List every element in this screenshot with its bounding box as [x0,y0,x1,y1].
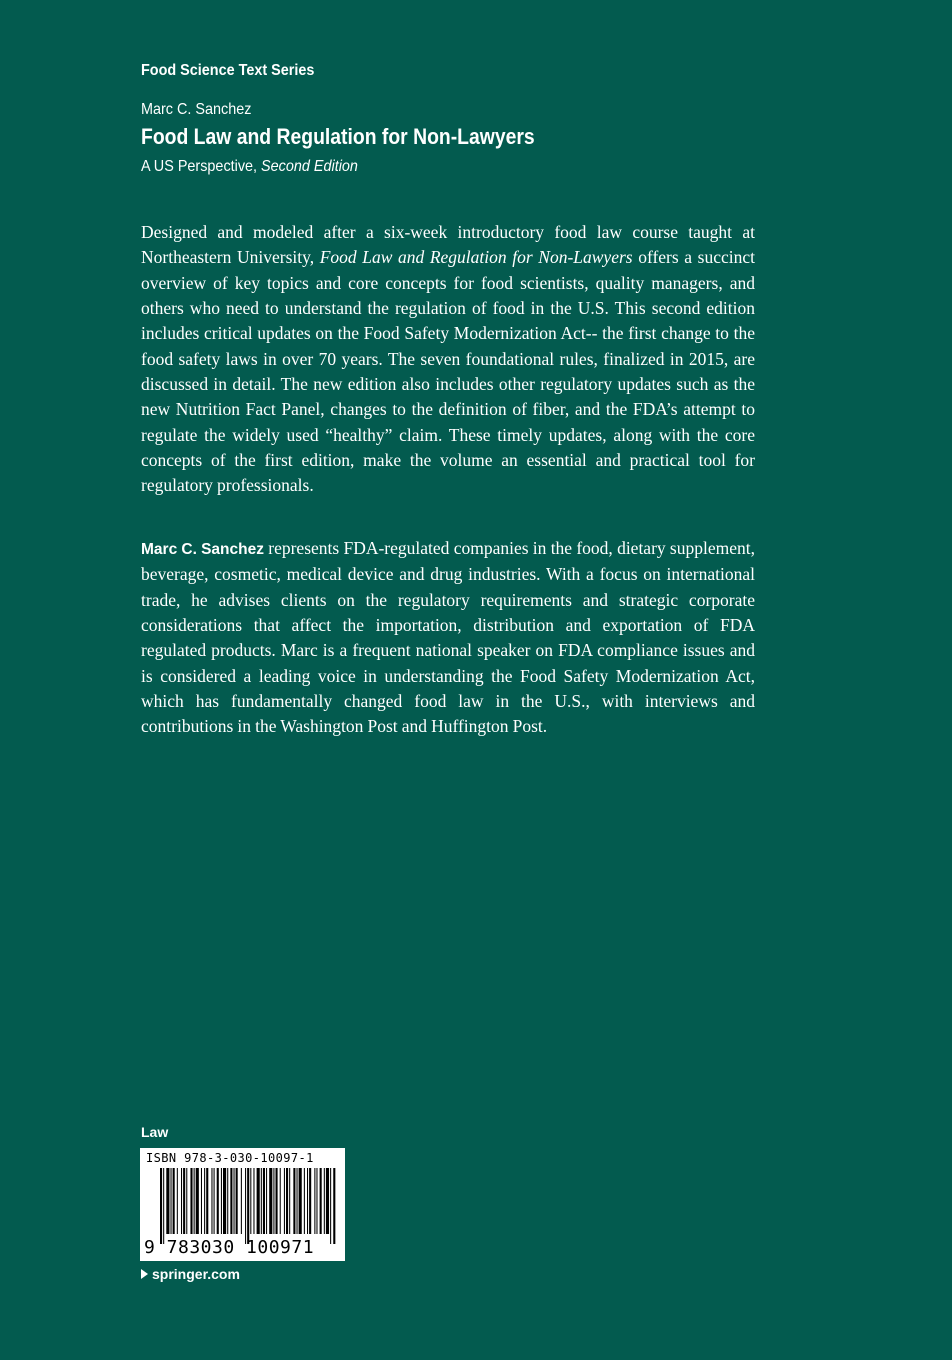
barcode-bar [293,1168,295,1234]
barcode-bar [171,1168,172,1234]
barcode-bar [309,1168,311,1234]
barcode-bar [250,1168,251,1234]
barcode-bar [324,1168,325,1234]
barcode-bar [253,1168,254,1234]
barcode-bar [286,1168,288,1234]
barcode-bar [217,1168,219,1234]
barcode-bar [263,1168,265,1234]
barcode-bar [241,1168,242,1234]
category-label: Law [141,1124,169,1140]
barcode-bar [230,1168,232,1234]
description-book-title: Food Law and Regulation for Non-Lawyers [319,247,633,268]
isbn-barcode [140,1148,345,1261]
barcode-bar [186,1168,187,1234]
barcode-bar [214,1168,215,1234]
barcode-bar [320,1168,322,1234]
barcode-bar [236,1168,238,1234]
barcode-bar [211,1168,212,1234]
barcode-bar [227,1168,228,1234]
book-subtitle [141,158,358,176]
barcode-bar [269,1168,272,1234]
barcode-bar [177,1168,178,1234]
barcode-bar [196,1168,199,1234]
barcode-bar [316,1168,317,1234]
barcode-bar [257,1168,260,1234]
barcode-bar [261,1168,262,1234]
barcode-bar [181,1168,182,1234]
barcode-bar [304,1168,305,1234]
barcode-bar [245,1168,246,1244]
barcode-bar [297,1168,298,1234]
barcode-bar [206,1168,208,1234]
barcode-bar [234,1168,235,1234]
barcode-bar [299,1168,302,1234]
barcode-bar [273,1168,274,1234]
barcode-bar [221,1168,222,1234]
barcode-bar [333,1168,335,1244]
barcode-bar [194,1168,195,1234]
publisher-link[interactable] [141,1266,240,1282]
bio-author-name: Marc C. Sanchez [141,541,264,558]
barcode-bar [183,1168,185,1234]
barcode-bar [166,1168,169,1234]
barcode-bar [223,1168,226,1234]
barcode-bar [314,1168,315,1234]
barcode-bar [289,1168,290,1234]
arrow-right-icon [141,1269,148,1279]
barcode-bar [160,1168,162,1244]
description-part2: offers a succinct overview of key topics and core concepts for food scientists, quality managers, and others who need to understand the regulation of food in the U.S. This second edition includes critical updates on the Food Safety Modernization Act-- the first change to the food safety laws in over 70 years. The seven foundational rules, finalized in 2015, are discussed in detail. The new edition also includes other regulatory updates such as the new Nutrition Fact Panel, changes to the definition of fiber, and the FDA’s attempt to regulate the widely used “healthy” claim. These timely updates, along with the core concepts of the first edition, make the volume an essential and practical tool for regulatory professionals. [141,247,755,496]
publisher-link-text[interactable]: springer.com [152,1266,240,1282]
barcode-bar [204,1168,205,1234]
author-bio [141,536,755,740]
barcode-bar [173,1168,175,1234]
barcode-bar [330,1168,331,1244]
barcode-bar [247,1168,249,1244]
barcode-bar [190,1168,192,1234]
subtitle-prefix: A US Perspective, [141,158,262,175]
barcode-bar [266,1168,267,1234]
author-name: Marc C. Sanchez [141,101,252,118]
barcode-bar [307,1168,308,1234]
barcode-bar [284,1168,285,1234]
description-part1: Designed and modeled after a six-week introductory food law course taught at Northeastern University, [141,222,755,268]
book-title: Food Law and Regulation for Non-Lawyers [141,124,535,149]
barcode-bar [201,1168,202,1234]
series-name: Food Science Text Series [141,62,315,79]
barcode-bar [276,1168,278,1234]
book-description [141,220,755,499]
subtitle-edition: Second Edition [261,158,358,175]
barcode-bar [326,1168,329,1234]
barcode-bar [163,1168,164,1244]
bio-text: represents FDA-regulated companies in the food, dietary supplement, beverage, cosmetic, medical device and drug industries. With a focus on international trade, he advises clients on the regulatory requirements and strategic corporate considerations that affect the importation, distribution and exportation of FDA regulated products. Marc is a frequent national speaker on FDA compliance issues and is considered a leading voice in understanding the Food Safety Modernization Act, which has fundamentally changed food law in the U.S., with interviews and contributions in the Washington Post and Huffington Post. [141,538,755,737]
barcode-bar [280,1168,281,1234]
barcode-digits: 9 783030 100971 [144,1237,315,1258]
isbn-label: ISBN 978-3-030-10097-1 [146,1151,314,1165]
